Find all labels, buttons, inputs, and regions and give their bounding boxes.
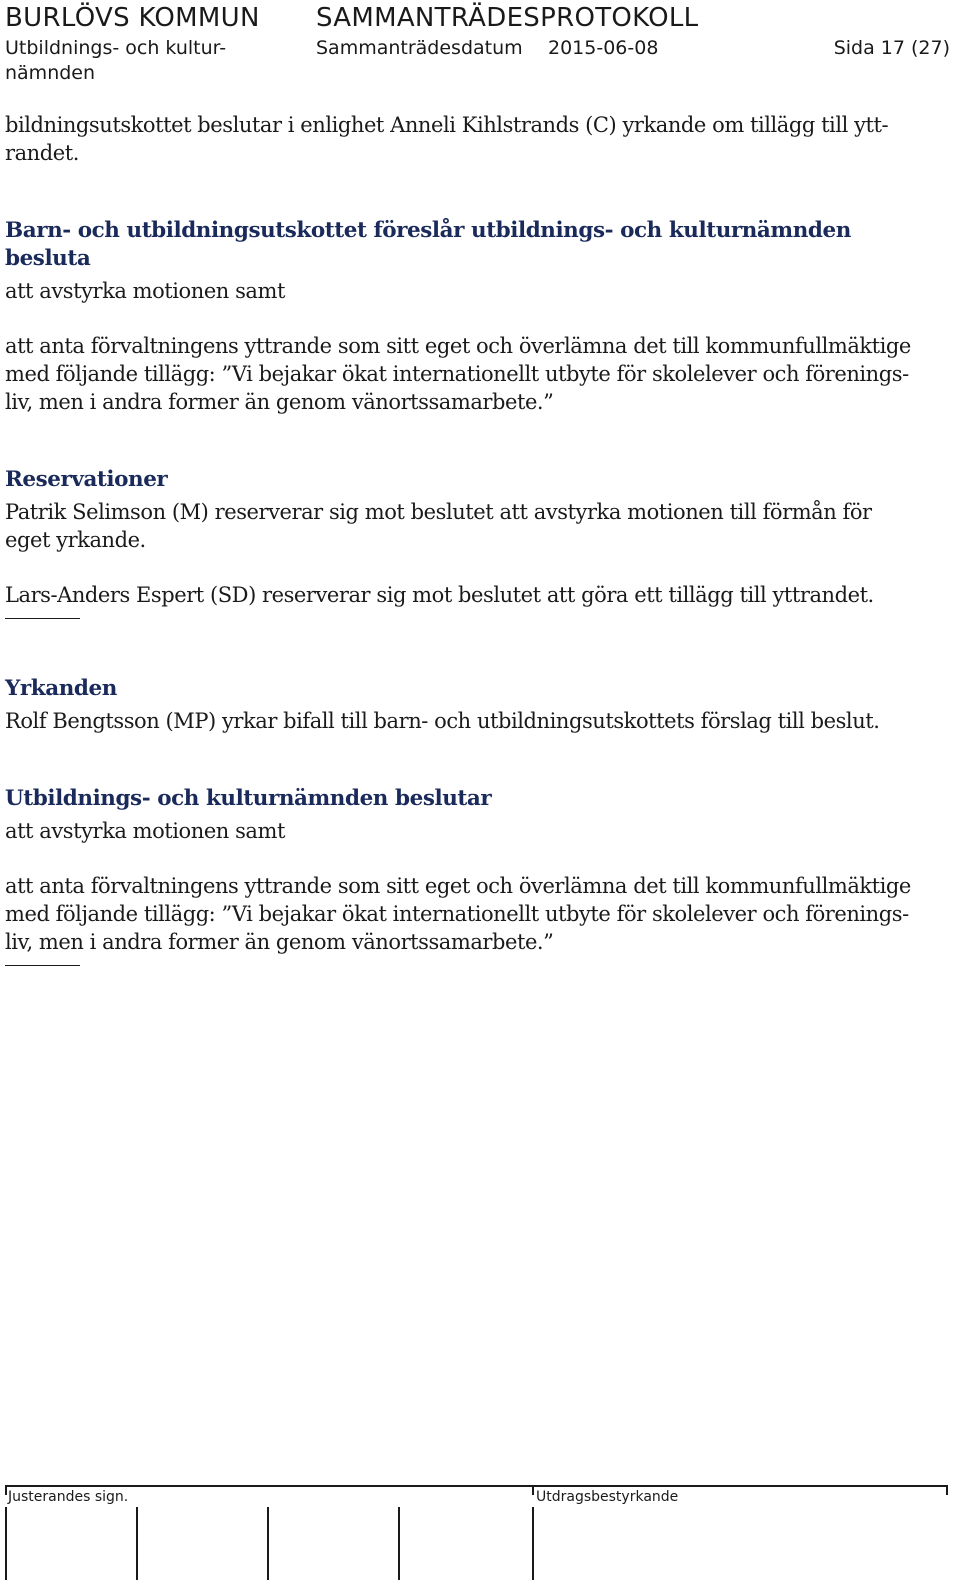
motion1: Rolf Bengtsson (MP) yrkar bifall till barn- och utbildningsutskottets förslag till beslut.: [5, 709, 880, 733]
intro-line1: bildningsutskottet beslutar i enlighet Anneli Kihlstrands (C) yrkande om tillägg till ytt-: [5, 113, 889, 137]
reservation1-line1: Patrik Selimson (M) reserverar sig mot beslutet att avstyrka motionen till förmån för: [5, 500, 872, 524]
intro-line2: randet.: [5, 141, 79, 165]
footer-tick-mid: [532, 1485, 534, 1495]
proposal-att2-line3: liv, men i andra former än genom vänortssamarbete.”: [5, 390, 554, 414]
reservation1-line2: eget yrkande.: [5, 528, 146, 552]
proposal-heading-line1: Barn- och utbildningsutskottet föreslår utbildnings- och kulturnämnden: [5, 218, 851, 243]
footer-top-rule: [5, 1485, 948, 1487]
meeting-date-label: Sammanträdesdatum: [316, 37, 523, 59]
document-type: SAMMANTRÄDESPROTOKOLL: [316, 3, 699, 33]
signature-box-divider-2: [136, 1507, 138, 1580]
signature-label: Justerandes sign.: [8, 1489, 129, 1505]
reservations-heading: Reservationer: [5, 467, 168, 492]
footer-tick-left: [5, 1485, 7, 1495]
page-header: [0, 0, 960, 90]
decision-att2-line2: med följande tillägg: ”Vi bejakar ökat internationellt utbyte för skolelever och förenings-: [5, 902, 909, 926]
page-number: Sida 17 (27): [833, 37, 950, 59]
decision-att2-line1: att anta förvaltningens yttrande som sitt eget och överlämna det till kommunfullmäktige: [5, 874, 911, 898]
document-body: [5, 111, 955, 966]
decision-att2-line3: liv, men i andra former än genom vänortssamarbete.”: [5, 930, 554, 954]
signature-box-divider-5: [532, 1507, 534, 1580]
end-separator: [5, 965, 80, 966]
motions-heading: Yrkanden: [5, 676, 117, 701]
signature-box-divider-3: [267, 1507, 269, 1580]
signature-box-divider-1: [5, 1507, 7, 1580]
extract-label: Utdragsbestyrkande: [536, 1489, 679, 1505]
department-line2: nämnden: [5, 62, 96, 84]
proposal-att1: att avstyrka motionen samt: [5, 279, 285, 303]
signature-box-divider-4: [398, 1507, 400, 1580]
decision-att1: att avstyrka motionen samt: [5, 819, 285, 843]
meeting-date: 2015-06-08: [548, 37, 659, 59]
organization-name: BURLÖVS KOMMUN: [5, 3, 260, 33]
decision-heading: Utbildnings- och kulturnämnden beslutar: [5, 786, 492, 811]
department-line1: Utbildnings- och kultur-: [5, 37, 227, 59]
signature-footer: [5, 1485, 948, 1580]
section-separator: [5, 618, 80, 619]
reservation2: Lars-Anders Espert (SD) reserverar sig mot beslutet att göra ett tillägg till yttrandet.: [5, 583, 874, 607]
proposal-heading-line2: besluta: [5, 246, 91, 271]
proposal-att2-line1: att anta förvaltningens yttrande som sitt eget och överlämna det till kommunfullmäktige: [5, 334, 911, 358]
proposal-att2-line2: med följande tillägg: ”Vi bejakar ökat internationellt utbyte för skolelever och förenings-: [5, 362, 909, 386]
footer-tick-right: [946, 1485, 948, 1495]
